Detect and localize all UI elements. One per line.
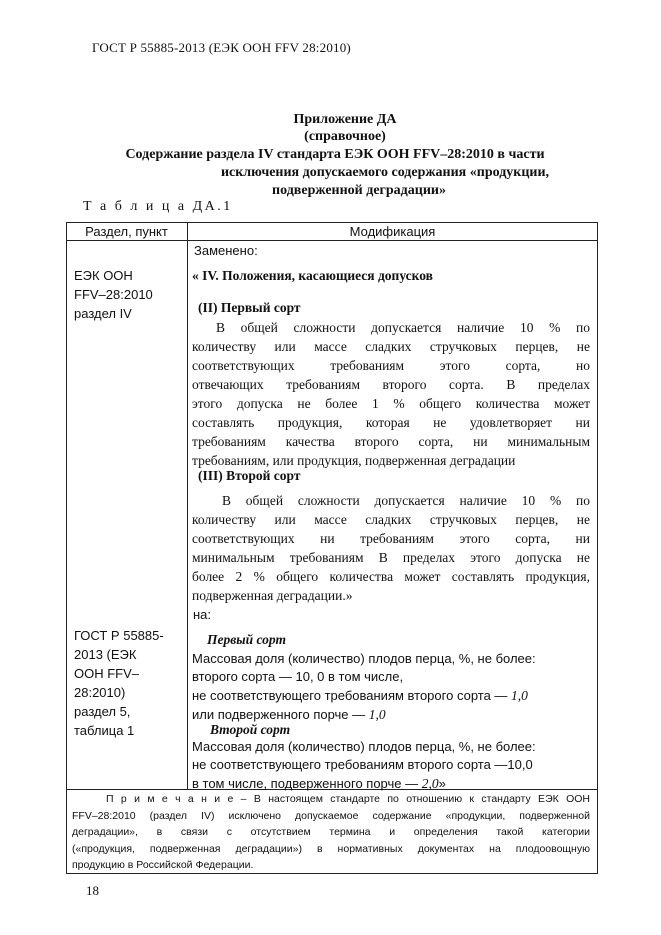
p1-line: составлять продукция, которая не удовлетворяет ни — [192, 415, 590, 430]
first-grade-label: Первый сорт — [207, 632, 287, 647]
first-grade-requirements — [192, 650, 536, 724]
p2-line: количеству или массе сладких стручковых перцев, не — [192, 512, 590, 527]
reference-unece-line1: ЕЭК ООН — [74, 268, 133, 283]
appendix-subtitle: (справочное) — [304, 129, 386, 144]
first-grade-title: (II) Первый сорт — [198, 300, 301, 315]
appendix-title: Приложение ДА — [293, 112, 397, 127]
second-grade-paragraph — [192, 491, 590, 605]
p2-line: В общей сложности допускается наличие 10 % по — [222, 493, 590, 508]
section-title: « IV. Положения, касающиеся допусков — [192, 268, 433, 283]
reference-gost-line5: раздел 5, — [74, 704, 131, 719]
reference-gost-line2: 2013 (ЕЭК — [74, 647, 137, 662]
p1-line: соответствующих требованиям этого сорта, но — [192, 358, 590, 373]
second-grade-label: Второй сорт — [210, 722, 291, 737]
second-req-line: Массовая доля (количество) плодов перца, %, не более: — [192, 739, 536, 754]
reference-gost-line1: ГОСТ Р 55885- — [74, 628, 164, 643]
first-req-line4-value: 1,0 — [368, 707, 386, 722]
column-header-modification: Модификация — [349, 224, 436, 239]
note-line: П р и м е ч а н и е – В настоящем стандарте по отношению к стандарту ЕЭК ООН — [106, 793, 590, 805]
reference-unece — [74, 266, 153, 323]
first-req-line3-text: не соответствующего требованиям второго сорта — — [192, 688, 512, 703]
reference-unece-line2: FFV–28:2010 — [74, 287, 153, 302]
second-req-line: не соответствующего требованиям второго сорта —10,0 — [192, 757, 533, 772]
appendix-heading-line1: Содержание раздела IV стандарта ЕЭК ООН FFV–28:2010 в части — [125, 147, 545, 162]
replaced-label: Заменено: — [194, 243, 258, 258]
p1-line: отвечающих требованиям второго сорта. В пределах — [192, 377, 590, 392]
first-req-line4-text: или подверженного порче — — [192, 707, 369, 722]
reference-gost — [74, 626, 164, 740]
p1-line: В общей сложности допускается наличие 10 % по — [216, 320, 590, 335]
p2-line: соответствующих ни требованиям этого сорта, ни — [192, 531, 590, 546]
second-grade-requirements — [192, 738, 536, 793]
p1-line: количеству или массе сладких стручковых перцев, не — [192, 339, 590, 354]
reference-gost-line4: 28:2010) — [74, 685, 126, 700]
second-req-line3-text: в том числе, подверженного порче — — [192, 776, 422, 791]
p2-line: подверженная деградации.» — [192, 588, 353, 603]
standard-header: ГОСТ Р 55885-2013 (ЕЭК ООН FFV 28:2010) — [92, 40, 351, 55]
table-note — [72, 791, 590, 874]
note-line: деградации», в связи с отсутствием термина и определения такой категории — [72, 826, 590, 838]
first-grade-paragraph — [192, 318, 590, 470]
second-req-line3-value: 2,0 — [421, 776, 439, 791]
p2-line: более 2 % общего количества может составлять продукция, — [192, 569, 590, 584]
p1-line: требованиям, или продукция, подверженная деградации — [192, 453, 516, 468]
reference-gost-line3: ООН FFV– — [74, 666, 140, 681]
first-req-line3-value: 1,0 — [511, 688, 528, 703]
first-req-line: второго сорта — 10, 0 в том числе, — [192, 669, 404, 684]
note-line: FFV–28:2010 (раздел IV) исключено допускаемое содержание «продукции, подверженной — [72, 809, 590, 822]
second-req-line3-end: » — [438, 776, 446, 791]
column-header-section: Раздел, пункт — [85, 224, 168, 239]
p1-line: этого допуска не более 1 % общего количества может — [192, 396, 590, 411]
on-label: на: — [193, 607, 212, 622]
first-req-line — [192, 686, 536, 705]
appendix-heading-line3: подверженной деградации» — [272, 183, 446, 198]
page-number: 18 — [86, 883, 99, 898]
note-line: («продукция, подверженная деградации») в нормативных документах на плодоовощную — [72, 842, 590, 855]
first-req-line: Массовая доля (количество) плодов перца, %, не более: — [192, 651, 536, 666]
second-grade-title: (III) Второй сорт — [198, 468, 301, 483]
reference-gost-line6: таблица 1 — [74, 723, 135, 738]
p1-line: требованиям качества второго сорта, ни минимальным — [192, 434, 590, 449]
note-line: продукцию в Российской Федерации. — [72, 859, 254, 871]
table-caption: Т а б л и ц а ДА.1 — [83, 199, 233, 214]
appendix-heading-line2: исключения допускаемого содержания «продукции, — [220, 165, 550, 180]
p2-line: минимальным требованиям В пределах этого допуска не — [192, 550, 590, 565]
reference-unece-line3: раздел IV — [74, 306, 132, 321]
